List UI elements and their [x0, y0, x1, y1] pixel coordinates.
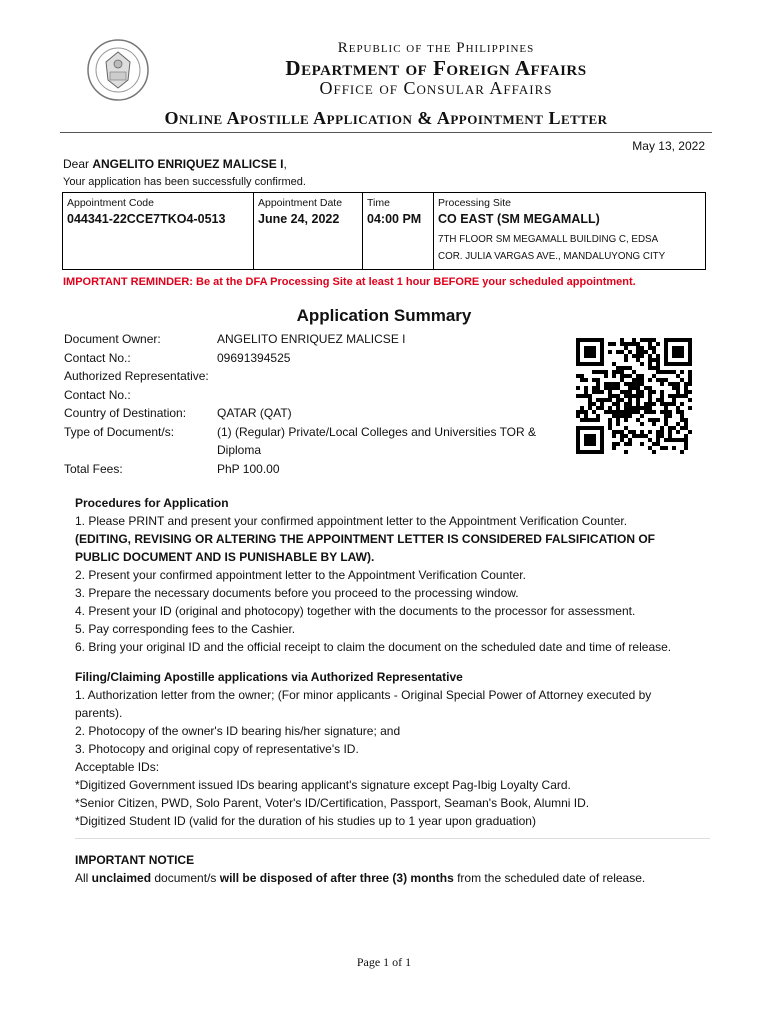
processing-site-label: Processing Site — [438, 197, 511, 209]
summary-value: 09691394525 — [217, 350, 291, 365]
procedure-step: 4. Present your ID (original and photocopy) together with the documents to the processor for assessment. — [75, 604, 636, 618]
dfa-seal-icon — [86, 38, 150, 102]
processing-site-value: CO EAST (SM MEGAMALL) — [438, 212, 600, 226]
summary-title: Application Summary — [296, 306, 472, 325]
notice-part: from the scheduled date of release. — [453, 871, 646, 885]
page-number: Page 1 of 1 — [356, 955, 412, 969]
appointment-code-value: 044341-22CCE7TKO4-0513 — [67, 212, 226, 226]
salutation — [63, 157, 287, 171]
appointment-time-value: 04:00 PM — [367, 212, 422, 226]
filing-line: *Senior Citizen, PWD, Solo Parent, Voter's ID/Certification, Passport, Seaman's Book, Alumni ID. — [75, 796, 590, 810]
summary-row — [64, 330, 544, 349]
salutation-prefix: Dear — [63, 157, 93, 171]
filing-section — [75, 668, 695, 830]
notice-section — [75, 851, 695, 887]
falsification-warning: (EDITING, REVISING OR ALTERING THE APPOINTMENT LETTER IS CONSIDERED FALSIFICATION OF PUBLIC DOCUMENT AND IS PUNISHABLE BY LAW). — [75, 532, 656, 564]
summary-row — [64, 349, 544, 368]
header-office: Office of Consular Affairs — [319, 78, 553, 98]
important-reminder: IMPORTANT REMINDER: Be at the DFA Processing Site at least 1 hour BEFORE your scheduled appointment. — [63, 276, 636, 288]
filing-line: 1. Authorization letter from the owner; (For minor applicants - Original Special Power of Attorney executed by parents). — [75, 688, 652, 720]
summary-label: Type of Document/s: — [64, 424, 175, 439]
letter-date: May 13, 2022 — [632, 139, 705, 153]
summary-row — [64, 404, 544, 423]
filing-line: 3. Photocopy and original copy of representative's ID. — [75, 742, 359, 756]
notice-part: document/s — [151, 871, 220, 885]
applicant-name: ANGELITO ENRIQUEZ MALICSE I — [92, 157, 284, 171]
filing-line: *Digitized Student ID (valid for the duration of his studies up to 1 year upon graduation) — [75, 814, 536, 828]
summary-label: Country of Destination: — [64, 406, 187, 420]
appointment-table — [62, 192, 706, 270]
appointment-date-cell — [254, 193, 363, 269]
appointment-time-cell — [363, 193, 434, 269]
summary-row — [64, 386, 544, 405]
procedure-step: 3. Prepare the necessary documents before you proceed to the processing window. — [75, 586, 519, 600]
notice-divider — [75, 838, 710, 839]
header-divider — [60, 132, 712, 133]
processing-site-address — [438, 231, 701, 265]
application-summary — [64, 330, 544, 478]
appointment-code-label: Appointment Code — [67, 197, 154, 209]
summary-value: ANGELITO ENRIQUEZ MALICSE I — [217, 332, 406, 346]
procedure-step: 2. Present your confirmed appointment letter to the Appointment Verification Counter. — [75, 568, 526, 582]
appointment-code-cell — [63, 193, 254, 269]
summary-row — [64, 423, 544, 460]
address-line-1: 7TH FLOOR SM MEGAMALL BUILDING C, EDSA — [438, 234, 659, 245]
filing-line: Acceptable IDs: — [75, 760, 160, 774]
appointment-date-value: June 24, 2022 — [258, 212, 340, 226]
summary-value: QATAR (QAT) — [217, 406, 292, 420]
summary-row — [64, 460, 544, 479]
salutation-suffix: , — [283, 157, 287, 171]
filing-line: *Digitized Government issued IDs bearing applicant's signature except Pag-Ibig Loyalty Card. — [75, 778, 571, 792]
header-department: Department of Foreign Affairs — [285, 56, 587, 80]
procedure-step: 6. Bring your original ID and the official receipt to claim the document on the scheduled date and time of release. — [75, 640, 672, 654]
notice-title: IMPORTANT NOTICE — [75, 853, 195, 867]
procedure-step: 5. Pay corresponding fees to the Cashier. — [75, 622, 296, 636]
summary-value — [217, 367, 542, 386]
appointment-time-label: Time — [367, 197, 390, 209]
confirmation-text: Your application has been successfully confirmed. — [63, 176, 306, 188]
notice-text — [75, 869, 695, 887]
summary-label: Total Fees: — [64, 461, 123, 476]
filing-title: Filing/Claiming Apostille applications via Authorized Representative — [75, 670, 463, 684]
summary-row — [64, 367, 544, 386]
address-line-2: COR. JULIA VARGAS AVE., MANDALUYONG CITY — [438, 251, 666, 262]
qr-code-icon — [573, 338, 695, 454]
summary-label: Document Owner: — [64, 332, 161, 346]
procedures-section — [75, 494, 695, 656]
filing-line: 2. Photocopy of the owner's ID bearing his/her signature; and — [75, 724, 401, 738]
summary-label: Contact No.: — [64, 350, 131, 365]
summary-value — [217, 386, 542, 405]
processing-site-cell — [434, 193, 705, 269]
summary-label: Authorized Representative: — [64, 369, 209, 383]
summary-value: PhP 100.00 — [217, 461, 280, 476]
summary-label: Contact No.: — [64, 387, 131, 402]
header-republic: Republic of the Philippines — [337, 40, 535, 56]
document-title: Online Apostille Application & Appointment Letter — [164, 108, 608, 128]
procedure-step: 1. Please PRINT and present your confirmed appointment letter to the Appointment Verification Counter. — [75, 514, 628, 528]
notice-emphasis: will be disposed of after three (3) months — [219, 871, 454, 885]
notice-part: All — [75, 871, 92, 885]
appointment-date-label: Appointment Date — [258, 197, 343, 209]
procedures-title: Procedures for Application — [75, 496, 229, 510]
summary-value: (1) (Regular) Private/Local Colleges and Universities TOR & Diploma — [217, 424, 537, 457]
notice-emphasis: unclaimed — [91, 871, 152, 885]
